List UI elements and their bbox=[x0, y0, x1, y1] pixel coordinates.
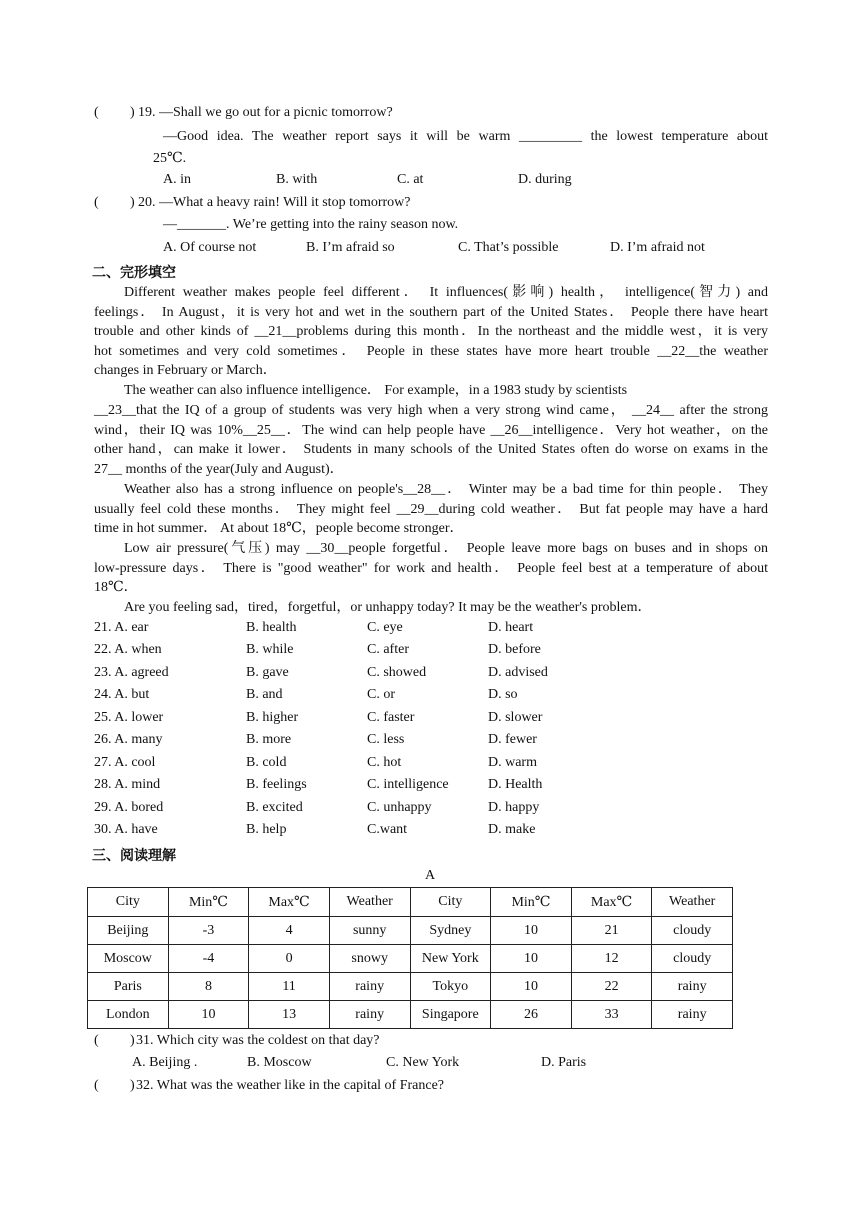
table-cell: rainy bbox=[652, 973, 733, 1001]
question-reply-cont: 25℃. bbox=[153, 151, 187, 166]
question-reply: —Good idea. The weather report says it will be warm _________ the lowest temperature about bbox=[163, 129, 768, 144]
choice-a: 26. A. many bbox=[94, 732, 163, 747]
passage-line: Are you feeling sad，tired，forgetful，or unhappy today? It may be the weather's problem． bbox=[124, 600, 652, 615]
passage-line: hot sometimes and very cold sometimes． People in these states have more heart trouble __22__the weather bbox=[94, 344, 768, 359]
table-cell: 10 bbox=[491, 917, 572, 945]
choice-d: D. heart bbox=[488, 620, 534, 635]
passage-line: Low air pressure(气压) may __30__people forgetful． People leave more bags on buses and in shops on bbox=[124, 541, 768, 556]
header-cell: Max℃ bbox=[571, 888, 652, 917]
table-cell: 26 bbox=[491, 1001, 572, 1029]
table-cell: cloudy bbox=[652, 917, 733, 945]
header-cell: Min℃ bbox=[491, 888, 572, 917]
option-d: D. during bbox=[518, 172, 572, 187]
option-a: A. Of course not bbox=[163, 240, 257, 255]
choice-d: D. advised bbox=[488, 665, 548, 680]
table-cell: Paris bbox=[88, 973, 169, 1001]
choice-b: B. while bbox=[246, 642, 294, 657]
header-cell: City bbox=[88, 888, 169, 917]
choice-a: 29. A. bored bbox=[94, 800, 164, 815]
header-cell: Min℃ bbox=[168, 888, 249, 917]
answer-paren-close: ) bbox=[130, 195, 135, 210]
table-cell: 0 bbox=[249, 945, 330, 973]
section-title-cloze: 二、完形填空 bbox=[92, 265, 176, 281]
choice-c: C. showed bbox=[367, 665, 427, 680]
option-d: D. I’m afraid not bbox=[610, 240, 705, 255]
table-cell: 11 bbox=[249, 973, 330, 1001]
choice-a: 25. A. lower bbox=[94, 710, 164, 725]
choice-c: C. eye bbox=[367, 620, 403, 635]
passage-label: A bbox=[425, 868, 436, 883]
choice-b: B. higher bbox=[246, 710, 299, 725]
header-cell: Weather bbox=[652, 888, 733, 917]
choice-d: D. warm bbox=[488, 755, 537, 770]
choice-b: B. excited bbox=[246, 800, 303, 815]
passage-line: __23__that the IQ of a group of students was very high when a very strong wind came， __24__ after the strong bbox=[94, 403, 768, 418]
choice-c: C. unhappy bbox=[367, 800, 432, 815]
choice-a: 24. A. but bbox=[94, 687, 150, 702]
table-cell: London bbox=[88, 1001, 169, 1029]
weather-table bbox=[87, 887, 733, 1029]
choice-c: C. less bbox=[367, 732, 405, 747]
choice-c: C. hot bbox=[367, 755, 402, 770]
table-cell: snowy bbox=[329, 945, 410, 973]
table-row bbox=[88, 1001, 733, 1029]
answer-paren-open: ( bbox=[94, 1078, 99, 1093]
question-stem: 31. Which city was the coldest on that day? bbox=[136, 1033, 380, 1048]
choice-a: 28. A. mind bbox=[94, 777, 161, 792]
question-reply: —_______. We’re getting into the rainy season now. bbox=[163, 217, 459, 232]
choice-d: D. before bbox=[488, 642, 541, 657]
choice-a: 30. A. have bbox=[94, 822, 158, 837]
table-cell: -3 bbox=[168, 917, 249, 945]
answer-paren-open: ( bbox=[94, 195, 99, 210]
choice-b: B. feelings bbox=[246, 777, 307, 792]
table-cell: cloudy bbox=[652, 945, 733, 973]
choice-d: D. Health bbox=[488, 777, 543, 792]
choice-b: B. gave bbox=[246, 665, 289, 680]
header-cell: Max℃ bbox=[249, 888, 330, 917]
answer-paren-close: ) bbox=[130, 1033, 135, 1048]
question-stem: 19. —Shall we go out for a picnic tomorrow? bbox=[138, 105, 393, 120]
table-row bbox=[88, 973, 733, 1001]
option-b: B. I’m afraid so bbox=[306, 240, 395, 255]
choice-b: B. more bbox=[246, 732, 292, 747]
table-cell: 8 bbox=[168, 973, 249, 1001]
passage-line: time in hot summer． At about 18℃，people become stronger． bbox=[94, 521, 464, 536]
choice-c: C.want bbox=[367, 822, 408, 837]
table-cell: 12 bbox=[571, 945, 652, 973]
passage-line: Weather also has a strong influence on people's__28__． Winter may be a bad time for thin people． They bbox=[124, 482, 768, 497]
answer-paren-close: ) bbox=[130, 1078, 135, 1093]
table-row bbox=[88, 917, 733, 945]
choice-d: D. slower bbox=[488, 710, 543, 725]
passage-line: The weather can also influence intelligence． For example，in a 1983 study by scientists bbox=[124, 383, 628, 398]
table-cell: 22 bbox=[571, 973, 652, 1001]
answer-paren-close: ) bbox=[130, 105, 135, 120]
passage-line: other hand，can make it lower． Students in many schools of the United States often do worse on exams in the bbox=[94, 442, 768, 457]
question-stem: 32. What was the weather like in the capital of France? bbox=[136, 1078, 445, 1093]
table-cell: Sydney bbox=[410, 917, 491, 945]
option-c: C. That’s possible bbox=[458, 240, 559, 255]
choice-a: 22. A. when bbox=[94, 642, 162, 657]
table-header-row bbox=[88, 888, 733, 917]
table-cell: 13 bbox=[249, 1001, 330, 1029]
table-cell: rainy bbox=[329, 973, 410, 1001]
choice-d: D. fewer bbox=[488, 732, 537, 747]
choice-a: 27. A. cool bbox=[94, 755, 156, 770]
choice-b: B. health bbox=[246, 620, 297, 635]
choice-b: B. and bbox=[246, 687, 283, 702]
choice-d: D. happy bbox=[488, 800, 540, 815]
passage-line: 27__ months of the year(July and August)． bbox=[94, 462, 344, 477]
option-b: B. with bbox=[276, 172, 318, 187]
option-c: C. at bbox=[397, 172, 424, 187]
table-cell: rainy bbox=[652, 1001, 733, 1029]
table-cell: 21 bbox=[571, 917, 652, 945]
table-cell: -4 bbox=[168, 945, 249, 973]
question-stem: 20. —What a heavy rain! Will it stop tomorrow? bbox=[138, 195, 411, 210]
table-cell: Tokyo bbox=[410, 973, 491, 1001]
section-title-reading: 三、阅读理解 bbox=[92, 848, 176, 864]
table-cell: 4 bbox=[249, 917, 330, 945]
table-cell: New York bbox=[410, 945, 491, 973]
passage-line: 18℃． bbox=[94, 580, 138, 595]
answer-paren-open: ( bbox=[94, 1033, 99, 1048]
choice-c: C. intelligence bbox=[367, 777, 449, 792]
choice-b: B. cold bbox=[246, 755, 287, 770]
table-cell: sunny bbox=[329, 917, 410, 945]
option-a: A. Beijing . bbox=[132, 1055, 198, 1070]
choice-d: D. so bbox=[488, 687, 518, 702]
answer-paren-open: ( bbox=[94, 105, 99, 120]
choice-c: C. after bbox=[367, 642, 409, 657]
choice-a: 23. A. agreed bbox=[94, 665, 169, 680]
passage-line: feelings． In August，it is very hot and wet in the southern part of the United States． People there have heart bbox=[94, 305, 768, 320]
passage-line: usually feel cold these months． They might feel __29__during cold weather． But fat people may have a hard bbox=[94, 502, 768, 517]
table-cell: 10 bbox=[491, 973, 572, 1001]
option-d: D. Paris bbox=[541, 1055, 587, 1070]
table-cell: rainy bbox=[329, 1001, 410, 1029]
table-cell: Beijing bbox=[88, 917, 169, 945]
choice-a: 21. A. ear bbox=[94, 620, 149, 635]
table-row bbox=[88, 945, 733, 973]
table-cell: 10 bbox=[168, 1001, 249, 1029]
choice-b: B. help bbox=[246, 822, 287, 837]
choice-c: C. faster bbox=[367, 710, 415, 725]
table-cell: Moscow bbox=[88, 945, 169, 973]
option-b: B. Moscow bbox=[247, 1055, 312, 1070]
header-cell: Weather bbox=[329, 888, 410, 917]
passage-line: low-pressure days． There is "good weather" for work and health． People feel best at a temperature of about bbox=[94, 561, 768, 576]
choice-c: C. or bbox=[367, 687, 395, 702]
passage-line: trouble and other kinds of __21__problems during this month．In the northeast and the middle west，it is very bbox=[94, 324, 768, 339]
table-cell: 33 bbox=[571, 1001, 652, 1029]
header-cell: City bbox=[410, 888, 491, 917]
table-cell: 10 bbox=[491, 945, 572, 973]
passage-line: wind，their IQ was 10%__25__．The wind can help people have __26__intelligence．Very hot weather，on the bbox=[94, 423, 768, 438]
passage-line: changes in February or March． bbox=[94, 363, 277, 378]
table-cell: Singapore bbox=[410, 1001, 491, 1029]
option-c: C. New York bbox=[386, 1055, 460, 1070]
option-a: A. in bbox=[163, 172, 191, 187]
choice-d: D. make bbox=[488, 822, 536, 837]
passage-line: Different weather makes people feel different． It influences(影响) health， intelligence(智力) and bbox=[124, 285, 768, 300]
